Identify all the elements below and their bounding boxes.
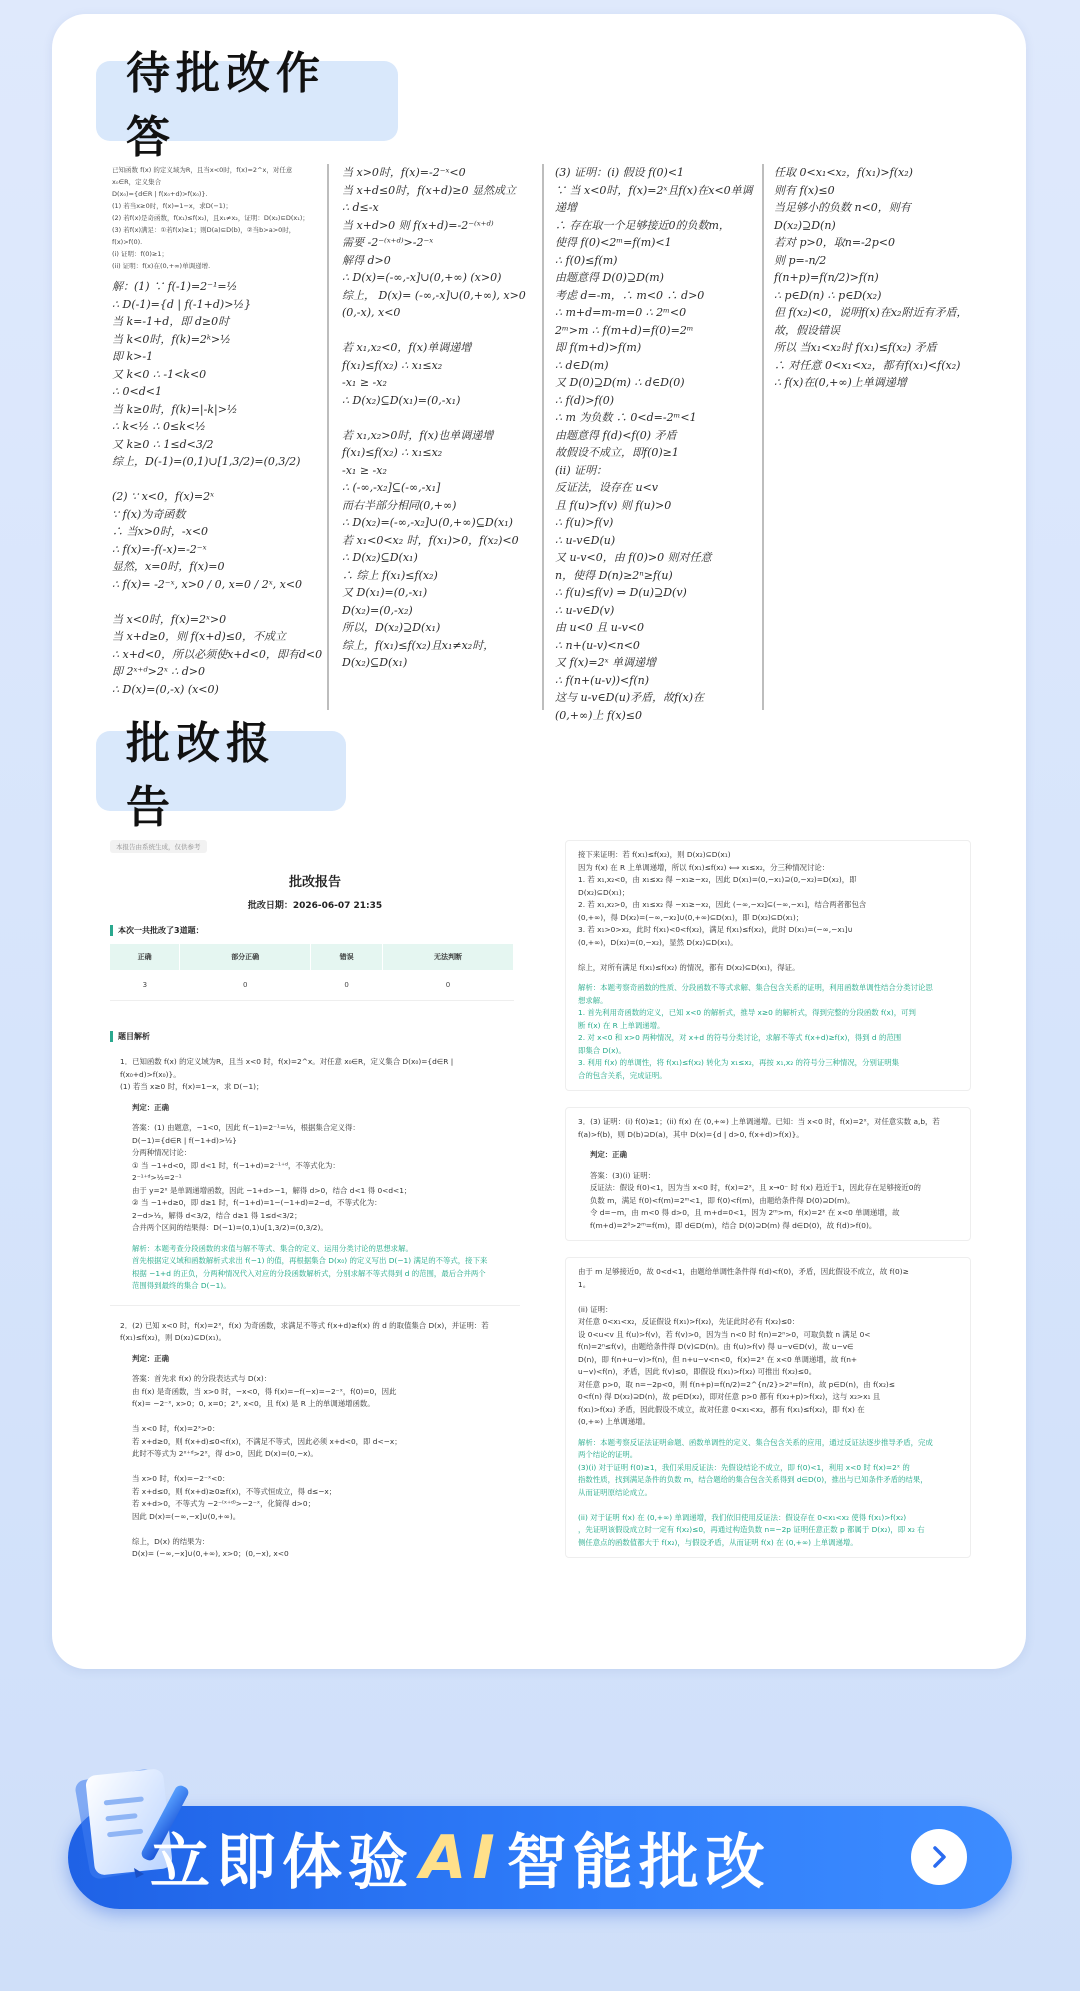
report-page-right bbox=[565, 834, 971, 1634]
hw-col3-line: ∴ f(0)≤f(m) bbox=[555, 253, 618, 267]
q1-answer-line: 2−d>½，解得 d<3/2，结合 d≥1 得 1≤d<3/2； bbox=[132, 1210, 302, 1220]
hw-col4-line: 若对 p>0，取n=-2p<0 bbox=[774, 236, 896, 249]
printed-q-line: (ii) 证明：f(x)在(0,+∞)单调递增. bbox=[112, 262, 211, 270]
q1-answer-line: 2⁻¹⁺ᵈ>½=2⁻¹ bbox=[132, 1173, 182, 1182]
q2-cont-line: (0,+∞)，D(x₂)=(0,−x₂)，显然 D(x₂)⊆D(x₁)。 bbox=[578, 937, 738, 947]
hw-col1-line: ∴ f(x)= -2⁻ˣ, x>0 / 0, x=0 / 2ˣ, x<0 bbox=[112, 577, 303, 591]
stats-header-wrong: 错误 bbox=[311, 944, 383, 970]
q2-answer-line: 由 f(x) 是奇函数，当 x>0 时，−x<0，得 f(x)=−f(−x)=−2⁻ˣ，f(0)=0，因此 bbox=[132, 1386, 397, 1396]
hw-col2-line: ∴ D(x₂)⊆D(x₁)=(0,-x₁) bbox=[342, 393, 461, 407]
stats-header-partial: 部分正确 bbox=[180, 944, 311, 970]
q2-answer-line: 若 x+d≥0，则 f(x+d)≤0<f(x)，不满足不等式，因此必须 x+d<0，即 d<−x； bbox=[132, 1436, 402, 1446]
hw-col3-line: 这与 u-v∈D(u)矛盾，故f(x)在 bbox=[555, 691, 704, 704]
cta-arrow-button[interactable] bbox=[911, 1829, 967, 1885]
q3-cont-line: 1。 bbox=[578, 1279, 591, 1289]
hw-col2-line: 而右半部分相同(0,+∞) bbox=[342, 498, 457, 512]
q2-cont-line: (0,+∞)，得 D(x₂)=(−∞,−x₂]∪(0,+∞)⊆D(x₁)，即 D(x₂)⊆D(x₁)； bbox=[578, 912, 804, 922]
pending-section-title: 待批改作答 bbox=[126, 48, 326, 163]
question-2-answer bbox=[120, 1373, 510, 1561]
question-3-block bbox=[565, 1107, 971, 1241]
q2-answer-line: 综上，D(x) 的结果为： bbox=[132, 1536, 210, 1546]
hw-col2-line: 当 x+d≤0时，f(x+d)≥0 显然成立 bbox=[342, 183, 517, 197]
q2-answer-line: f(x)= −2⁻ˣ, x>0；0, x=0；2ˣ, x<0，且 f(x) 是 R 上的单调递增函数。 bbox=[132, 1399, 375, 1408]
hw-col2-line: 当 x+d>0 则 f(x+d)=-2⁻⁽ˣ⁺ᵈ⁾ bbox=[342, 218, 494, 232]
q3-analysis-line: ，先证明该假设成立时一定有 f(x₂)≤0，再通过构造负数 n=−2p 证明任意正数 p 都属于 D(x₂)，即 x₂ 右 bbox=[578, 1525, 925, 1534]
handwritten-col-4 bbox=[774, 164, 968, 392]
report-section-header bbox=[96, 718, 346, 833]
question-1-stem: 1．已知函数 f(x) 的定义域为R，且当 x<0 时，f(x)=2^x。对任意 x₀∈R，定义集合 D(x₀)={d∈R | f(x₀+d)>f(x₀)}。 bbox=[120, 1057, 454, 1079]
q2-cont-line: 2. 若 x₁,x₂>0，由 x₁≤x₂ 得 −x₁≥−x₂，因此 (−∞,−x₂]⊆(−∞,−x₁]，结合两者都包含 bbox=[578, 900, 867, 909]
hw-col2-line: ∴ D(x₂)=(-∞,-x₂]∪(0,+∞)⊆D(x₁) bbox=[342, 516, 513, 529]
question-3-analysis bbox=[578, 1437, 958, 1550]
hw-col1-line: 当 x<0时，f(x)=2ˣ>0 bbox=[112, 612, 227, 626]
hw-col4-line: 任取 0<x₁<x₂，f(x₁)>f(x₂) bbox=[774, 166, 913, 179]
q3-cont-line: 由于 m 足够接近0，故 0<d<1，由题给单调性条件得 f(d)<f(0)，矛盾，因此假设不成立，故 f(0)≥ bbox=[578, 1267, 909, 1276]
q3-analysis-line: 解析：本题考察反证法证明命题、函数单调性的定义、集合包含关系的应用，通过反证法逐步推导矛盾，完成 bbox=[578, 1437, 933, 1447]
hw-col3-line: 考虑 d=-m，∴ m<0 ∴ d>0 bbox=[555, 288, 705, 302]
column-divider bbox=[762, 164, 764, 710]
hw-col1-line: 当 k≥0时，f(k)=|-k|>½ bbox=[112, 402, 238, 416]
hw-col3-line: ∴ m 为负数 ∴ 0<d=-2ᵐ<1 bbox=[555, 411, 697, 424]
hw-col2-line: -x₁ ≥ -x₂ bbox=[342, 463, 387, 477]
stats-header-correct: 正确 bbox=[110, 944, 180, 970]
q2-answer-line: 此时不等式为 2ˣ⁺ᵈ>2ˣ，得 d>0，因此 D(x)=(0,−x)。 bbox=[132, 1449, 318, 1458]
printed-q-line: (2) 若f(x)是奇函数，f(x₁)≤f(x₂)，且x₁≠x₂，证明：D(x₂)⊆D(x₁)； bbox=[112, 214, 309, 222]
stats-value-wrong: 0 bbox=[311, 970, 383, 1001]
hw-col2-line: f(x₁)≤f(x₂) ∴ x₁≤x₂ bbox=[342, 446, 443, 459]
hw-col1-line: 即 2ˣ⁺ᵈ>2ˣ ∴ d>0 bbox=[112, 665, 205, 678]
hw-col4-line: ∴ f(x)在(0,+∞)上单调递增 bbox=[774, 376, 907, 389]
hw-col3-line: ∴ 存在取一个足够接近0的负数m， bbox=[555, 218, 730, 232]
q2-answer-line: 若 x+d>0，不等式为 −2⁻⁽ˣ⁺ᵈ⁾>−2⁻ˣ，化简得 d>0； bbox=[132, 1499, 315, 1508]
hw-col3-line: 由 u<0 且 u-v<0 bbox=[555, 621, 645, 634]
hw-col1-line: 当 k=-1+d，即 d≥0时 bbox=[112, 315, 230, 328]
q2-answer-line: 若 x+d≤0，则 f(x+d)≥0≥f(x)，不等式恒成立，得 d≤−x； bbox=[132, 1486, 337, 1496]
hw-col1-line bbox=[112, 471, 312, 489]
question-1-verdict: 判定：正确 bbox=[132, 1102, 169, 1112]
hw-col1-line: ∴ k<½ ∴ 0≤k<½ bbox=[112, 420, 206, 433]
hw-col3-line: 且 f(u)>f(v) 则 f(u)>0 bbox=[555, 498, 672, 512]
stats-value-unknown: 0 bbox=[382, 970, 513, 1001]
answer-column-3 bbox=[555, 164, 755, 722]
q3-cont-line: 0<f(n) 得 D(x₂)⊇D(n)，故 p∈D(x₂)，即对任意 p>0 都有 f(x₂+p)>f(x₂)，这与 x₂>x₁ 且 bbox=[578, 1392, 881, 1401]
q2-cont-line: D(x₂)⊆D(x₁)； bbox=[578, 887, 630, 897]
q2-analysis-line: 3. 利用 f(x) 的单调性，将 f(x₁)≤f(x₂) 转化为 x₁≤x₂，再按 x₁,x₂ 的符号分三种情况，分别证明集 bbox=[578, 1058, 900, 1067]
hw-col3-line: 使得 f(0)<2ᵐ=f(m)<1 bbox=[555, 236, 672, 249]
cta-text-ai: AI bbox=[420, 1823, 501, 1893]
q2-analysis-line: 想求解。 bbox=[578, 995, 608, 1005]
question-2-stem: 2．(2) 已知 x<0 时，f(x)=2ˣ，f(x) 为奇函数，求满足不等式 f(x+d)≥f(x) 的 d 的取值集合 D(x)，并证明：若 f(x₁)≤f(x₂)，则 D(x₂)⊆D(x₁)。 bbox=[120, 1320, 489, 1342]
q3-analysis-line: 两个结论的证明。 bbox=[578, 1450, 638, 1459]
q1-analysis-line: 根据 −1+d 的正负，分两种情况代入对应的分段函数解析式，分别求解不等式得到 d 的范围，最后合并两个 bbox=[132, 1268, 486, 1278]
q3-analysis-line bbox=[578, 1499, 958, 1512]
hw-col1-line: ∵ f(x)为奇函数 bbox=[112, 507, 186, 521]
hw-col2-line: (0,-x), x<0 bbox=[342, 306, 401, 319]
q2-answer-line: 当 x<0 时，f(x)=2ˣ>0： bbox=[132, 1424, 220, 1433]
printed-q-line: (1) 若当x≥0时，f(x)=1−x，求D(−1)； bbox=[112, 202, 232, 210]
q3-cont-line: 设 0<u<v 且 f(u)>f(v)，若 f(v)>0，因为当 n<0 时 f(n)=2ⁿ>0，可取负数 n 满足 0< bbox=[578, 1329, 871, 1339]
hw-col3-line: ∴ u-v∈D(v) bbox=[555, 603, 615, 617]
q3-answer-line: 答案：(3)(i) 证明： bbox=[590, 1170, 655, 1180]
hw-col1-line: 当 k<0时，f(k)=2ᵏ>½ bbox=[112, 332, 231, 346]
q1-answer-line: 分两种情况讨论： bbox=[132, 1148, 192, 1157]
q3-analysis-line: 从而证明原结论成立。 bbox=[578, 1487, 652, 1497]
handwritten-col-2 bbox=[342, 164, 542, 672]
hw-col3-line: 递增 bbox=[555, 201, 577, 214]
q2-cont-line: 因为 f(x) 在 R 上单调递增，所以 f(x₁)≤f(x₂) ⟺ x₁≤x₂，分三种情况讨论： bbox=[578, 862, 830, 872]
q3-cont-line: 对任意 p>0，取 n=−2p<0，则 f(n+p)=f(n/2)=2^{n/2}>2ⁿ=f(n)，故 p∈D(n)，由 f(x₂)≤ bbox=[578, 1379, 895, 1389]
stats-value-partial: 0 bbox=[180, 970, 311, 1001]
hw-col1-line: 解：(1) ∵ f(-1)=2⁻¹=½ bbox=[112, 280, 238, 293]
hw-col1-line: (2) ∵ x<0，f(x)=2ˣ bbox=[112, 490, 214, 503]
q2-answer-line: 当 x>0 时，f(x)=−2⁻ˣ<0： bbox=[132, 1474, 230, 1483]
question-2-proof bbox=[578, 849, 958, 974]
hw-col1-line: ∴ f(x)=-f(-x)=-2⁻ˣ bbox=[112, 542, 207, 556]
q2-cont-line bbox=[578, 949, 958, 962]
q2-answer-line: 因此 D(x)=(−∞,−x]∪(0,+∞)。 bbox=[132, 1511, 241, 1521]
printed-q-line: (3) 若f(x)满足：①若f(x)≥1；则D(a)⊆D(b)，②当b>a>0时， bbox=[112, 226, 296, 234]
answer-column-4 bbox=[774, 164, 968, 710]
hw-col2-line: 若 x₁,x₂>0时，f(x)也单调递增 bbox=[342, 428, 494, 442]
question-3-stem: 3．(3) 证明：(i) f(0)≥1；(ii) f(x) 在 (0,+∞) 上单调递增。已知：当 x<0 时，f(x)=2ˣ，对任意实数 a,b，若 f(a)>f(b)，则 D(b)⊇D(a)，其中 D(x)={d | d>0, f(x+d)>f(x)}。 bbox=[578, 1117, 940, 1139]
question-2-continued bbox=[565, 840, 971, 1091]
q2-analysis-line: 即集合 D(x)。 bbox=[578, 1045, 626, 1055]
q1-answer-line: ② 当 −1+d≥0，即 d≥1 时，f(−1+d)=1−(−1+d)=2−d，不等式化为： bbox=[132, 1198, 382, 1207]
hw-col3-line: 2ᵐ>m ∴ f(m+d)=f(0)=2ᵐ bbox=[555, 323, 694, 337]
hw-col3-line: 故假设不成立，即f(0)≥1 bbox=[555, 446, 679, 459]
hw-col1-line: ∴ D(-1)={d | f(-1+d)>½} bbox=[112, 297, 252, 311]
q2-analysis-line: 断 f(x) 在 R 上单调递增。 bbox=[578, 1020, 665, 1030]
column-divider bbox=[542, 164, 544, 710]
hw-col4-line: 但 f(x₂)<0，说明f(x)在x₂附近有矛盾， bbox=[774, 306, 968, 319]
question-3-verdict: 判定：正确 bbox=[590, 1150, 627, 1159]
hw-col3-line: ∵ 当 x<0时，f(x)=2ˣ且f(x)在x<0单调 bbox=[555, 183, 753, 197]
q1-answer-line: 合并两个区间的结果得：D(−1)=(0,1)∪[1,3/2)=(0,3/2)。 bbox=[132, 1223, 328, 1232]
hw-col4-line: 当足够小的负数 n<0，则有 bbox=[774, 201, 911, 214]
stats-table bbox=[110, 944, 514, 1001]
hw-col3-line: 由题意得 D(0)⊇D(m) bbox=[555, 271, 664, 284]
stats-value-correct: 3 bbox=[110, 970, 180, 1001]
report-page-left bbox=[110, 834, 520, 1634]
q3-cont-line: 对任意 0<x₁<x₂，反证假设 f(x₁)>f(x₂)，先证此时必有 f(x₂)≤0： bbox=[578, 1317, 800, 1326]
question-2-analysis bbox=[578, 982, 958, 1082]
q3-analysis-line: 侧任意点的函数值都大于 f(x₂)，与假设矛盾，从而证明 f(x) 在 (0,+∞) 上单调递增。 bbox=[578, 1537, 858, 1547]
hw-col1-line: 又 k≥0 ∴ 1≤d<3/2 bbox=[112, 437, 214, 451]
q2-analysis-line: 解析：本题考察奇函数的性质、分段函数不等式求解、集合包含关系的证明，利用函数单调性结合分类讨论思 bbox=[578, 983, 933, 992]
q2-answer-line bbox=[132, 1523, 510, 1536]
summary-heading: 本次一共批改了3道题： bbox=[110, 925, 520, 936]
hw-col3-line: ∴ d∈D(m) bbox=[555, 358, 609, 372]
hw-col2-line bbox=[342, 409, 542, 427]
hw-col1-line: 综上，D(-1)=(0,1)∪[1,3/2)=(0,3/2) bbox=[112, 455, 301, 468]
hw-col2-line: ∴ d≤-x bbox=[342, 201, 379, 214]
hw-col3-line: (3) 证明：(i) 假设 f(0)<1 bbox=[555, 166, 685, 179]
hw-col3-line: ∴ u-v∈D(u) bbox=[555, 533, 616, 547]
q3-analysis-line: (3)(i) 对于证明 f(0)≥1，我们采用反证法：先假设结论不成立，即 f(0)<1，利用 x<0 时 f(x)=2ˣ 的 bbox=[578, 1462, 910, 1472]
q3-analysis-line: (ii) 对于证明 f(x) 在 (0,+∞) 单调递增，我们依旧使用反证法：假设存在 0<x₁<x₂ 使得 f(x₁)>f(x₂) bbox=[578, 1512, 907, 1522]
hw-col4-line: 则 p=-n/2 bbox=[774, 253, 827, 267]
question-3-continued bbox=[565, 1257, 971, 1558]
q3-cont-line: u−v)<f(n)，矛盾，因此 f(v)≤0，即假设 f(x₁)>f(x₂) 可推出 f(x₂)≤0。 bbox=[578, 1367, 817, 1376]
cta-text-before: 立即体验 bbox=[150, 1828, 414, 1898]
hw-col2-line: D(x₂)=(0,-x₂) bbox=[342, 603, 413, 617]
hw-col4-line: 所以 当x₁<x₂时 f(x₁)≤f(x₂) 矛盾 bbox=[774, 341, 937, 354]
hw-col2-line: 所以，D(x₂)⊇D(x₁) bbox=[342, 621, 441, 634]
hw-col1-line: 显然，x=0时，f(x)=0 bbox=[112, 560, 225, 573]
hw-col3-line: ∴ n+(u-v)<n<0 bbox=[555, 638, 640, 652]
hw-col2-line: ∴ D(x)=(-∞,-x]∪(0,+∞) (x>0) bbox=[342, 271, 502, 284]
analysis-heading: 题目解析 bbox=[110, 1031, 520, 1042]
hw-col2-line bbox=[342, 322, 542, 340]
report-date: 批改日期：2026-06-07 21:35 bbox=[247, 901, 383, 911]
q3-answer-line: 令 d=−m，由 m<0 得 d>0，且 m+d=0<1，因为 2ᵐ>m，f(x)=2ˣ 在 x<0 单调递增，故 bbox=[590, 1208, 900, 1217]
hw-col2-line: ∴ (-∞,-x₂]⊆(-∞,-x₁] bbox=[342, 481, 441, 494]
q2-answer-line: D(x)= (−∞,−x]∪(0,+∞), x>0；(0,−x), x<0 bbox=[132, 1549, 289, 1558]
printed-q-line: 已知函数 f(x) 的定义域为R，且当x<0时，f(x)=2^x，对任意x₀∈R，定义集合 bbox=[112, 166, 293, 186]
hw-col2-line: 若 x₁,x₂<0，f(x)单调递增 bbox=[342, 341, 472, 354]
hw-col4-line: 故，假设错误 bbox=[774, 323, 840, 337]
hw-col1-line: 当 x+d≥0，则 f(x+d)≤0，不成立 bbox=[112, 630, 287, 643]
hw-col3-line: 又 D(0)⊇D(m) ∴ d∈D(0) bbox=[555, 376, 685, 389]
hw-col2-line: D(x₂)⊆D(x₁) bbox=[342, 656, 408, 669]
hw-col3-line: (ii) 证明： bbox=[555, 463, 608, 477]
q2-analysis-line: 合的包含关系，完成证明。 bbox=[578, 1070, 667, 1080]
printed-q-line: D(x₀)={d∈R | f(x₀+d)>f(x₀)}. bbox=[112, 190, 208, 198]
q1-answer-line: 由于 y=2ˣ 是单调递增函数，因此 −1+d>−1，解得 d>0，结合 d<1 得 0<d<1； bbox=[132, 1185, 412, 1195]
hw-col2-line: f(x₁)≤f(x₂) ∴ x₁≤x₂ bbox=[342, 358, 443, 372]
hw-col1-line: ∴ x+d<0，所以必须使x+d<0，即有d<0 bbox=[112, 647, 323, 661]
q2-cont-line: 3. 若 x₁>0>x₂，此时 f(x₁)<0<f(x₂)，满足 f(x₁)≤f(x₂)，此时 D(x₁)=(−∞,−x₁]∪ bbox=[578, 925, 853, 934]
q3-answer-line: 反证法：假设 f(0)<1，因为当 x<0 时，f(x)=2ˣ，且 x→0⁻ 时 f(x) 趋近于1，因此存在足够接近0的 bbox=[590, 1183, 921, 1192]
handwritten-col-1 bbox=[112, 278, 323, 698]
q3-cont-line: f(n)=2ⁿ≤f(v)，由题给条件得 D(v)⊆D(n)。由 f(u)>f(v) 得 u−v∈D(v)，故 u−v∈ bbox=[578, 1342, 854, 1351]
printed-q-line: f(x)>f(0). bbox=[112, 238, 143, 246]
hw-col4-line: ∴ p∈D(n) ∴ p∈D(x₂) bbox=[774, 288, 882, 302]
hw-col3-line: ∴ f(u)≤f(v) ⇒ D(u)⊇D(v) bbox=[555, 586, 687, 599]
hw-col2-line: 需要 -2⁻⁽ˣ⁺ᵈ⁾>-2⁻ˣ bbox=[342, 236, 434, 249]
hw-col3-line: 由题意得 f(d)<f(0) 矛盾 bbox=[555, 428, 677, 442]
hw-col2-line: 若 x₁<0<x₂ 时，f(x₁)>0，f(x₂)<0 bbox=[342, 533, 519, 547]
q1-analysis-line: 解析：本题考查分段函数的求值与解不等式、集合的定义、运用分类讨论的思想求解。 bbox=[132, 1243, 413, 1253]
q3-cont-line: (0,+∞) 上单调递增。 bbox=[578, 1417, 650, 1426]
stats-header-unknown: 无法判断 bbox=[382, 944, 513, 970]
printed-question bbox=[112, 164, 312, 272]
hw-col3-line: 反证法，设存在 u<v bbox=[555, 481, 659, 494]
hw-col2-line: -x₁ ≥ -x₂ bbox=[342, 376, 387, 389]
question-3-answer bbox=[578, 1170, 958, 1233]
q3-answer-line: 负数 m，满足 f(0)<f(m)=2ᵐ<1，即 f(0)<f(m)，由题给条件得 D(0)⊇D(m)。 bbox=[590, 1195, 855, 1205]
hw-col2-line: 又 D(x₁)=(0,-x₁) bbox=[342, 586, 428, 599]
question-1-answer bbox=[120, 1122, 510, 1235]
hw-col1-line: ∴ 0<d<1 bbox=[112, 385, 162, 398]
q1-answer-line: ① 当 −1+d<0，即 d<1 时，f(−1+d)=2⁻¹⁺ᵈ，不等式化为： bbox=[132, 1160, 340, 1170]
q3-analysis-line: 指数性质，找到满足条件的负数 m，结合题给的集合包含关系得到 d∈D(0)，推出与已知条件矛盾的结果， bbox=[578, 1475, 928, 1484]
hw-col2-line: ∴ D(x₂)⊆D(x₁) bbox=[342, 551, 418, 564]
q2-answer-line bbox=[132, 1411, 510, 1424]
hw-col3-line: n，使得 D(n)≥2ⁿ≥f(u) bbox=[555, 568, 673, 582]
hw-col3-line: ∴ f(d)>f(0) bbox=[555, 393, 615, 407]
answer-column-2 bbox=[342, 164, 542, 710]
hw-col1-line: 又 k<0 ∴ -1<k<0 bbox=[112, 367, 207, 381]
q2-analysis-line: 2. 对 x<0 和 x>0 两种情况，对 x+d 的符号分类讨论，求解不等式 f(x+d)≥f(x)，得到 d 的范围 bbox=[578, 1033, 902, 1042]
q3-cont-line: (ii) 证明： bbox=[578, 1304, 613, 1314]
q2-answer-line bbox=[132, 1461, 510, 1474]
hw-col1-line: 即 k>-1 bbox=[112, 350, 154, 363]
chevron-right-icon bbox=[925, 1843, 953, 1871]
q1-answer-line: D(−1)={d∈R | f(−1+d)>½} bbox=[132, 1135, 237, 1145]
disclaimer-badge: 本报告由系统生成，仅供参考 bbox=[110, 840, 207, 853]
pending-section-header bbox=[96, 48, 398, 163]
report-section-title: 批改报告 bbox=[126, 718, 276, 833]
question-3-proof bbox=[578, 1266, 958, 1429]
q3-answer-line: f(m+d)=2⁰>2ᵐ=f(m)，即 d∈D(m)，结合 D(0)⊇D(m) 得 d∈D(0)，故 f(d)>f(0)。 bbox=[590, 1220, 877, 1230]
hw-col2-line: 当 x>0时，f(x)=-2⁻ˣ<0 bbox=[342, 166, 466, 179]
column-divider bbox=[327, 164, 329, 710]
printed-q-line: (i) 证明：f(0)≥1； bbox=[112, 250, 169, 258]
q3-cont-line: D(n)，即 f(n+u−v)>f(n)，但 n+u−v<n<0，f(x)=2ˣ 在 x<0 单调递增，故 f(n+ bbox=[578, 1354, 858, 1364]
q1-analysis-line: 首先根据定义域和函数解析式求出 f(−1) 的值，再根据集合 D(x₀) 的定义写出 D(−1) 满足的不等式，接下来 bbox=[132, 1256, 488, 1265]
hw-col2-line: 综上， D(x)= (-∞,-x]∪(0,+∞), x>0 bbox=[342, 288, 526, 302]
hw-col3-line: 即 f(m+d)>f(m) bbox=[555, 341, 642, 354]
q2-answer-line: 答案：首先求 f(x) 的分段表达式与 D(x)： bbox=[132, 1374, 272, 1383]
question-1-analysis bbox=[120, 1243, 510, 1293]
main-card bbox=[52, 14, 1026, 1669]
q2-cont-line: 接下来证明：若 f(x₁)≤f(x₂)，则 D(x₂)⊆D(x₁) bbox=[578, 850, 731, 859]
hw-col3-line: ∴ f(n+(u-v))<f(n) bbox=[555, 673, 650, 687]
hw-col1-line bbox=[112, 593, 312, 611]
q2-analysis-line: 1. 首先利用奇函数的定义，已知 x<0 的解析式，推导 x≥0 的解析式，得到完整的分段函数 f(x)，可判 bbox=[578, 1008, 916, 1017]
hw-col2-line: 综上，f(x₁)≤f(x₂)且x₁≠x₂时， bbox=[342, 638, 495, 652]
q3-cont-line bbox=[578, 1291, 958, 1304]
report-title: 批改报告 bbox=[288, 875, 341, 890]
handwritten-answer-sheet bbox=[112, 164, 968, 722]
hw-col3-line: (0,+∞)上 f(x)≤0 bbox=[555, 708, 643, 722]
hw-col4-line: D(x₂)⊇D(n) bbox=[774, 218, 836, 232]
handwritten-col-3 bbox=[555, 164, 755, 724]
q2-cont-line: 1. 若 x₁,x₂<0，由 x₁≤x₂ 得 −x₁≥−x₂，因此 D(x₁)=(0,−x₁)⊇(0,−x₂)=D(x₂)，即 bbox=[578, 875, 857, 884]
q1-answer-line: 答案：(1) 由题意，−1<0，因此 f(−1)=2⁻¹=½，根据集合定义得： bbox=[132, 1123, 360, 1132]
hw-col4-line: 则有 f(x)≤0 bbox=[774, 183, 835, 197]
cta-text-after: 智能批改 bbox=[506, 1828, 771, 1898]
question-1-sub: (1) 若当 x≥0 时，f(x)=1−x，求 D(−1)； bbox=[120, 1082, 264, 1091]
q1-analysis-line: 范围得到最终的集合 D(−1)。 bbox=[132, 1281, 231, 1290]
hw-col3-line: 又 u-v<0，由 f(0)>0 则对任意 bbox=[555, 551, 712, 564]
cta-label bbox=[150, 1822, 771, 1898]
hw-col4-line: ∴ 对任意 0<x₁<x₂，都有f(x₁)<f(x₂) bbox=[774, 358, 961, 372]
hw-col3-line: 又 f(x)=2ˣ 单调递增 bbox=[555, 656, 656, 669]
q3-cont-line: f(x₁)>f(x₂) 矛盾，因此假设不成立，故对任意 0<x₁<x₂，都有 f(x₁)≤f(x₂)，即 f(x) 在 bbox=[578, 1404, 865, 1414]
hw-col1-line: ∴ 当x>0时，-x<0 bbox=[112, 525, 209, 538]
hw-col1-line: ∴ D(x)=(0,-x) (x<0) bbox=[112, 682, 219, 696]
hw-col4-line: f(n+p)=f(n/2)>f(n) bbox=[774, 271, 879, 284]
hw-col3-line: ∴ m+d=m-m=0 ∴ 2ᵐ<0 bbox=[555, 306, 687, 319]
question-2-verdict: 判定：正确 bbox=[132, 1353, 169, 1363]
question-1-block bbox=[110, 1048, 520, 1306]
hw-col2-line: ∴ 综上 f(x₁)≤f(x₂) bbox=[342, 568, 438, 582]
q2-cont-line: 综上，对所有满足 f(x₁)≤f(x₂) 的情况，都有 D(x₂)⊆D(x₁)，得证。 bbox=[578, 962, 800, 972]
answer-column-1 bbox=[112, 164, 323, 710]
hw-col3-line: ∴ f(u)>f(v) bbox=[555, 516, 614, 529]
hw-col2-line: 解得 d>0 bbox=[342, 253, 391, 267]
question-2-block bbox=[110, 1312, 520, 1573]
